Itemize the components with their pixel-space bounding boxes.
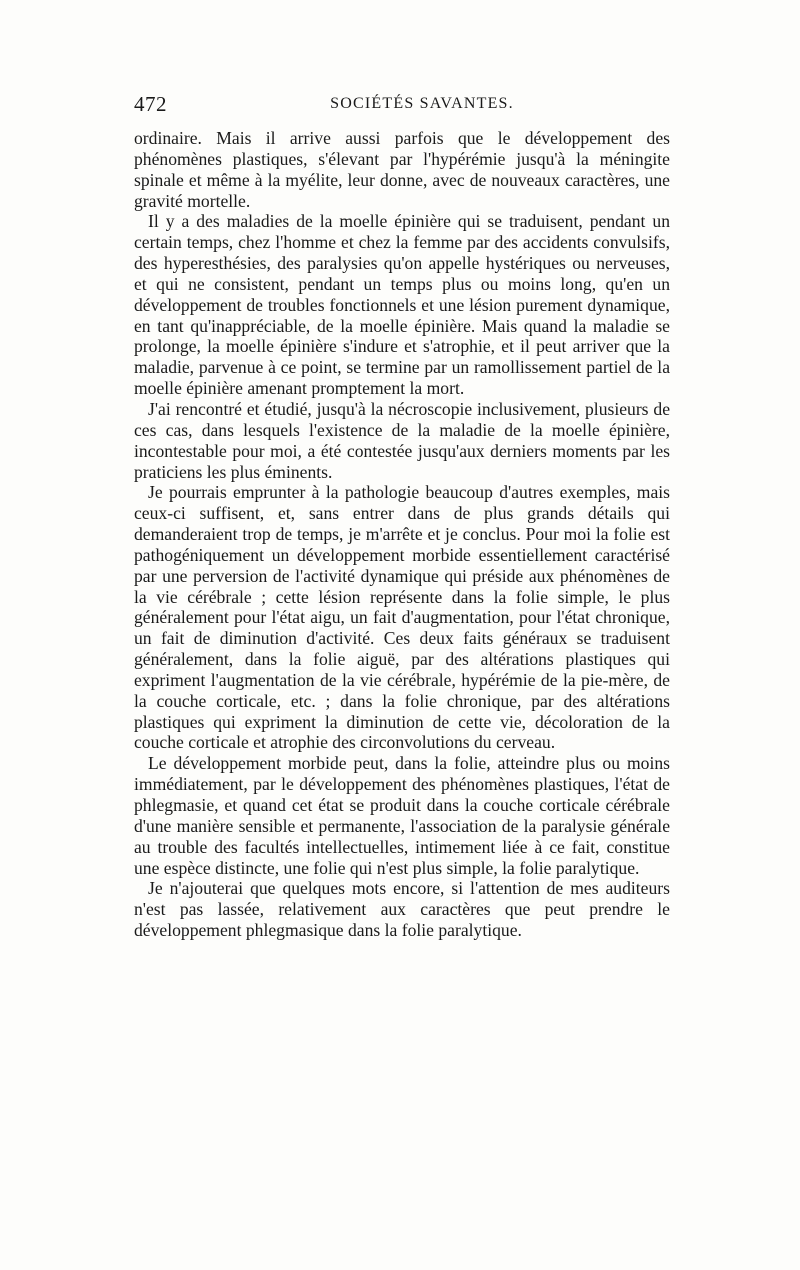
paragraph-3: J'ai rencontré et étudié, jusqu'à la nécroscopie inclusivement, plusieurs de ces cas, dans lesquels l'existence de la maladie de la moelle épinière, incontestable pour moi, a été contestée jusqu'aux derniers moments par les praticiens les plus éminents.	[134, 398, 670, 482]
paragraph-4: Je pourrais emprunter à la pathologie beaucoup d'autres exemples, mais ceux-ci suffisent, et, sans entrer dans de plus grands détails qui demanderaient trop de temps, je m'arrête et je conclus. Pour moi la folie est pathogéniquement un développement morbide essentiellement caractérisé par une perversion de l'activité dynamique qui préside aux phénomènes de la vie cérébrale ; cette lésion représente dans la folie simple, le plus généralement pour l'état aigu, un fait d'augmentation, pour l'état chronique, un fait de diminution d'activité. Ces deux faits généraux se traduisent généralement, dans la folie aiguë, par des altérations plastiques qui expriment l'augmentation de la vie cérébrale, hypérémie de la pie-mère, de la couche corticale, etc. ; dans la folie chronique, par des altérations plastiques qui expriment la diminution de cette vie, décoloration de la couche corticale et atrophie des circonvolutions du cerveau.	[134, 482, 670, 753]
body-text	[134, 128, 670, 941]
page-number: 472	[134, 92, 167, 116]
running-title: SOCIÉTÉS SAVANTES.	[330, 95, 514, 112]
paragraph-1: ordinaire. Mais il arrive aussi parfois que le développement des phénomènes plastiques, s'élevant par l'hypérémie jusqu'à la méningite spinale et même à la myélite, leur donne, avec de nouveaux caractères, une gravité mortelle.	[134, 128, 670, 211]
paragraph-6: Je n'ajouterai que quelques mots encore, si l'attention de mes auditeurs n'est pas lassée, relativement aux caractères que peut prendre le développement phlegmasique dans la folie paralytique.	[134, 878, 670, 941]
paragraph-2: Il y a des maladies de la moelle épinière qui se traduisent, pendant un certain temps, chez l'homme et chez la femme par des accidents convulsifs, des hyperesthésies, des paralysies qu'on appelle hystériques ou nerveuses, et qui ne consistent, pendant un temps plus ou moins long, qu'en un développement de troubles fonctionnels et une lésion purement dynamique, en tant qu'inappréciable, de la moelle épinière. Mais quand la maladie se prolonge, la moelle épinière s'indure et s'atrophie, et il peut arriver que la maladie, parvenue à ce point, se termine par un ramollissement partiel de la moelle épinière amenant promptement la mort.	[134, 211, 670, 399]
running-head	[134, 92, 670, 118]
paragraph-5: Le développement morbide peut, dans la folie, atteindre plus ou moins immédiatement, par le développement des phénomènes plastiques, l'état de phlegmasie, et quand cet état se produit dans la couche corticale cérébrale d'une manière sensible et permanente, l'association de la paralysie générale au trouble des facultés intellectuelles, intimement liée à ce fait, constitue une espèce distincte, une folie qui n'est plus simple, la folie paralytique.	[134, 753, 670, 878]
